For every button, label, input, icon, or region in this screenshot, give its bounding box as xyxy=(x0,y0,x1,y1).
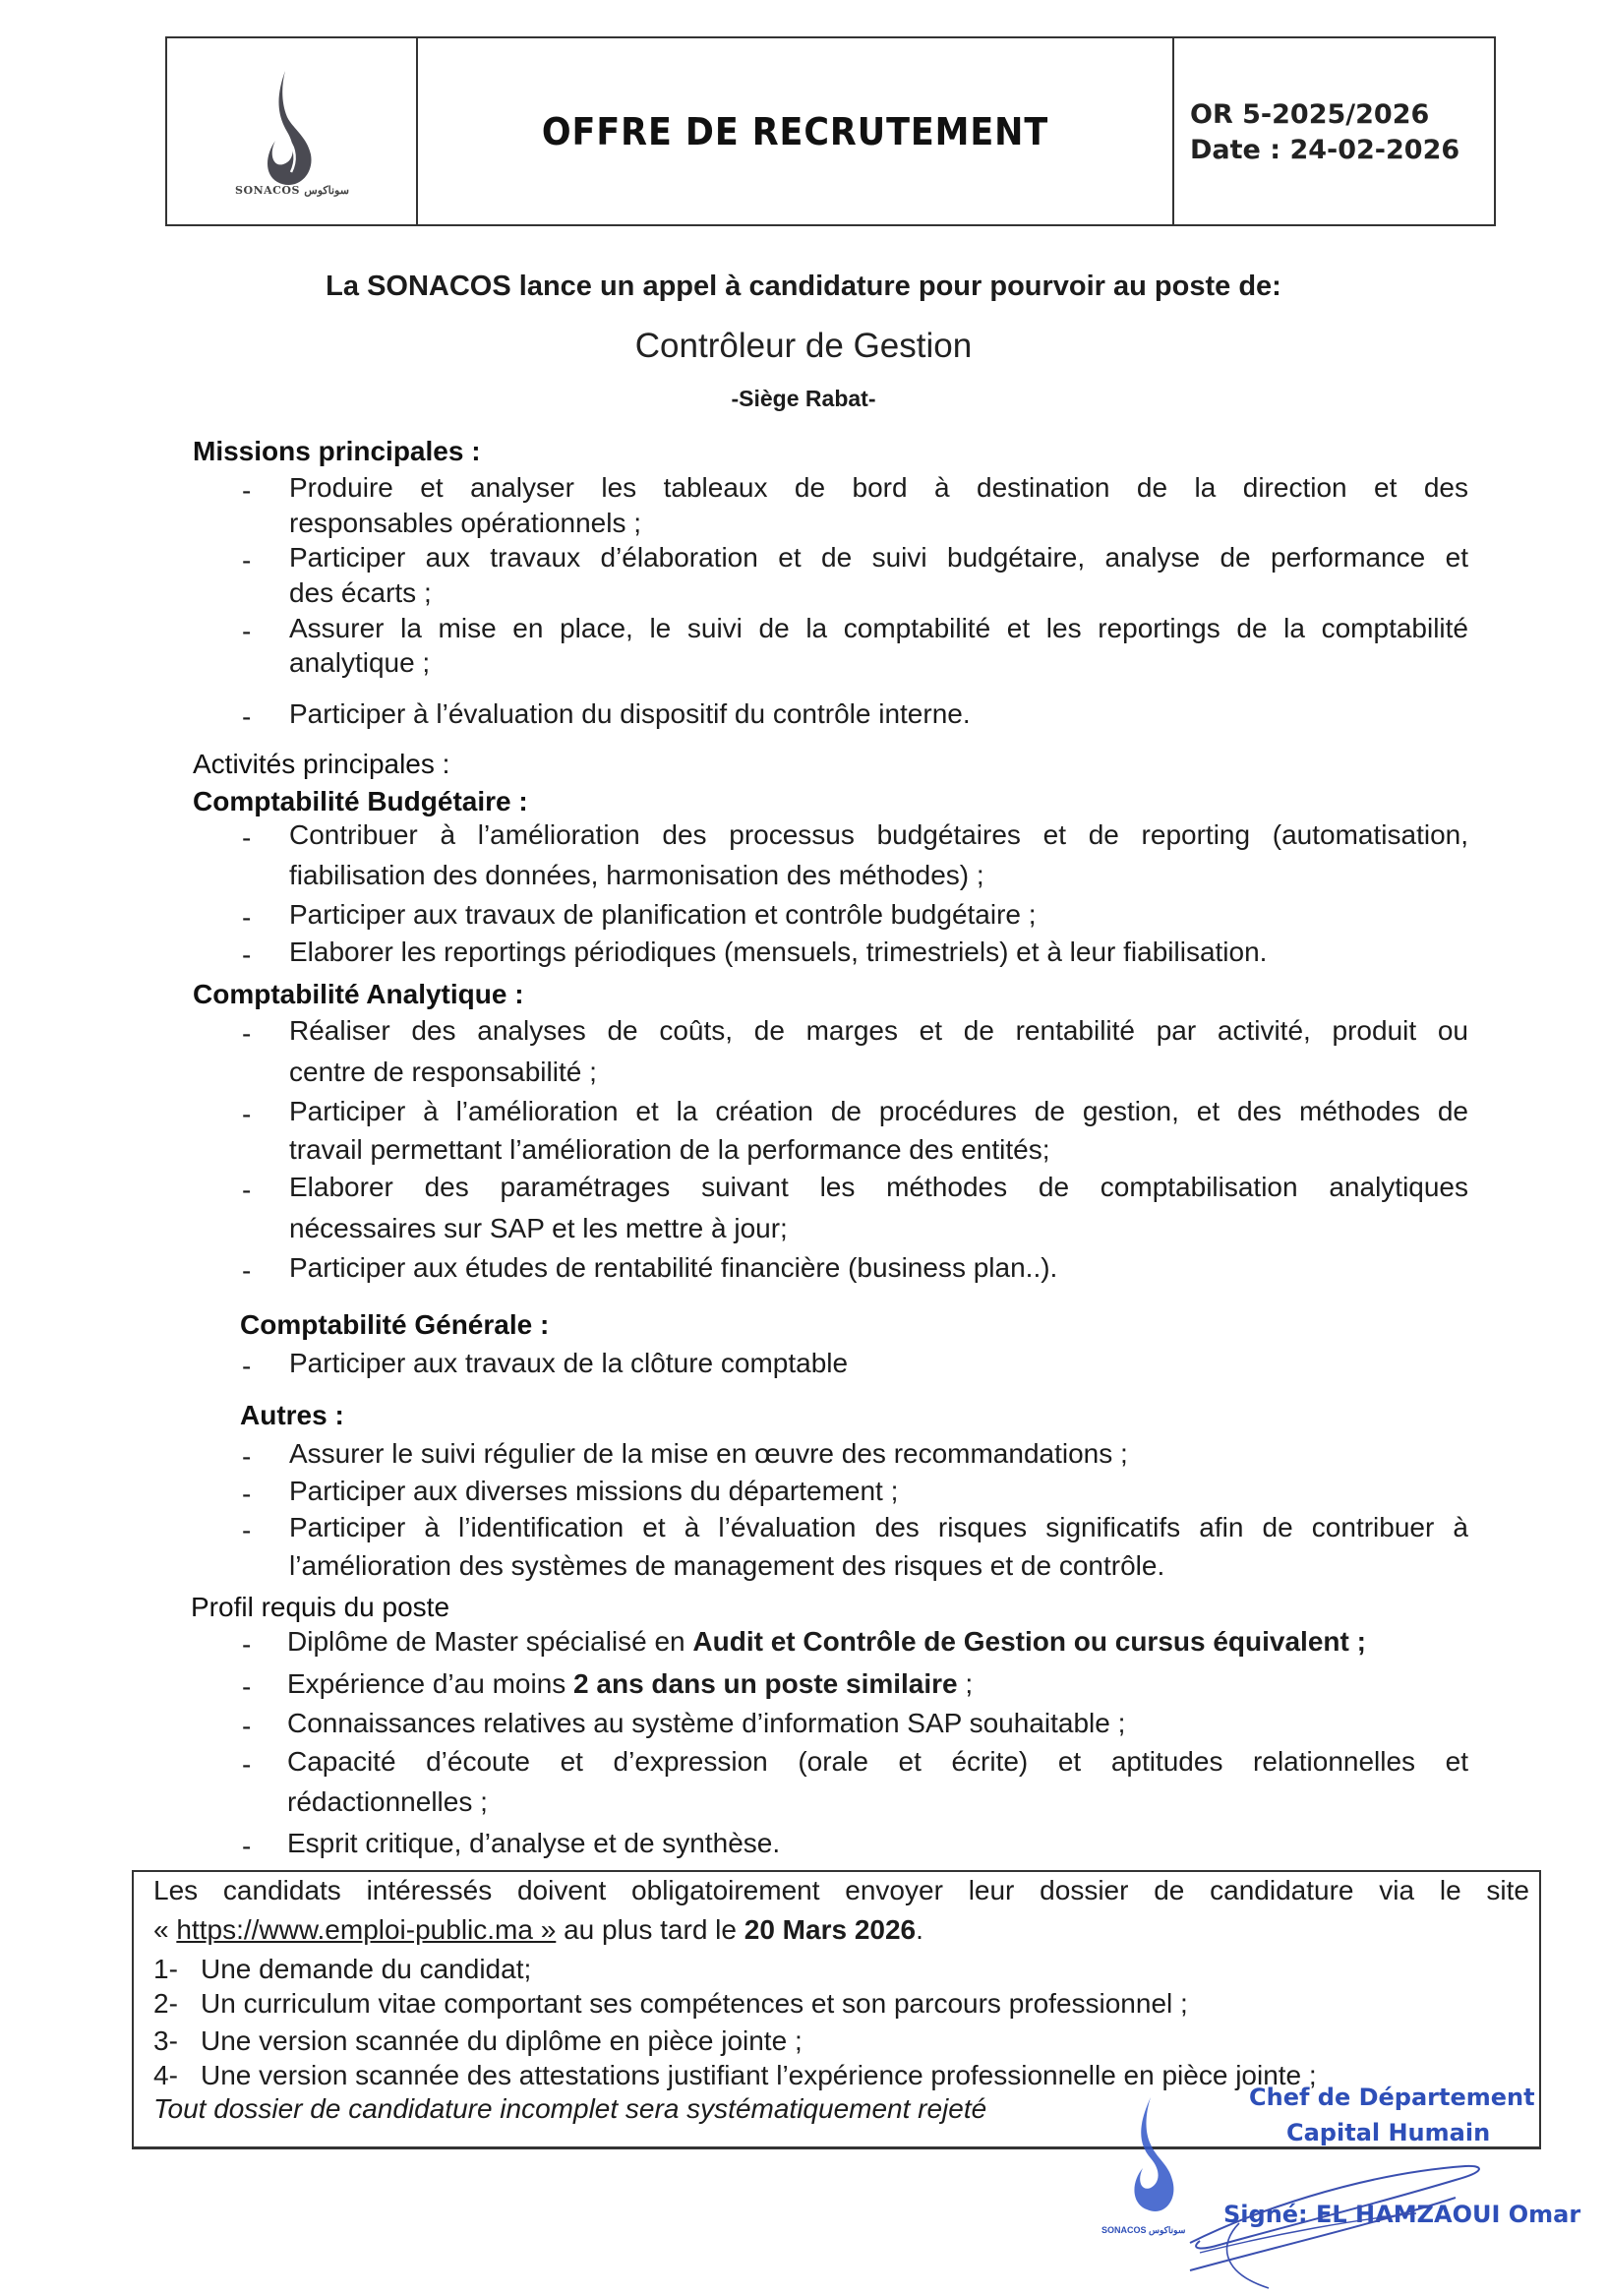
profil-item-diplome xyxy=(287,1625,1366,1659)
mission-item: Participer aux travaux d’élaboration et de suivi budgétaire, analyse de performance et xyxy=(289,542,1468,573)
header-box xyxy=(165,36,1496,226)
subheading-analytique: Comptabilité Analytique : xyxy=(193,979,524,1009)
profil-emphasis: 2 ans dans un poste similaire xyxy=(573,1668,958,1699)
bullet-dash: - xyxy=(242,939,252,970)
document-title: OFFRE DE RECRUTEMENT xyxy=(541,109,1049,153)
incomplete-warning: Tout dossier de candidature incomplet sera systématiquement rejeté xyxy=(153,2093,987,2124)
profil-item-experience xyxy=(287,1667,973,1701)
bullet-dash: - xyxy=(242,1255,252,1286)
generale-item: Participer aux travaux de la clôture comptable xyxy=(289,1348,849,1378)
analytique-item-cont: centre de responsabilité ; xyxy=(289,1057,597,1087)
bullet-dash: - xyxy=(242,1175,252,1205)
intro-line: La SONACOS lance un appel à candidature pour pourvoir au poste de: xyxy=(326,271,1281,302)
bullet-dash: - xyxy=(242,1351,252,1381)
analytique-item: Réaliser des analyses de coûts, de marges et de rentabilité par activité, produit ou xyxy=(289,1015,1468,1046)
handwritten-signature-icon xyxy=(1161,2154,1495,2292)
subheading-autres: Autres : xyxy=(240,1400,344,1430)
document-number: 2- xyxy=(153,1988,178,2019)
bullet-dash: - xyxy=(242,1441,252,1472)
profil-text: Expérience d’au moins xyxy=(287,1668,574,1699)
profil-item-capacite-cont: rédactionnelles ; xyxy=(287,1786,488,1817)
section-heading-missions: Missions principales : xyxy=(193,436,481,466)
subheading-budgetaire: Comptabilité Budgétaire : xyxy=(193,786,528,816)
budget-item: Contribuer à l’amélioration des processus budgétaires et de reporting (automatisation, xyxy=(289,819,1468,850)
header-divider xyxy=(416,38,418,224)
autres-item: Participer aux diverses missions du département ; xyxy=(289,1476,899,1506)
document-item: Une version scannée des attestations justifiant l’expérience professionnelle en pièce jointe ; xyxy=(201,2060,1317,2090)
mission-item: Produire et analyser les tableaux de bord à destination de la direction et des xyxy=(289,472,1468,503)
bullet-dash: - xyxy=(242,1515,252,1545)
deadline-date: 20 Mars 2026 xyxy=(744,1914,917,1945)
reference-block xyxy=(1190,97,1459,168)
profil-item-sap: Connaissances relatives au système d’information SAP souhaitable ; xyxy=(287,1708,1126,1738)
quote-open: « xyxy=(153,1914,177,1945)
document-number: 1- xyxy=(153,1954,178,1984)
bullet-dash: - xyxy=(242,1749,252,1780)
document-item: Un curriculum vitae comportant ses compétences et son parcours professionnel ; xyxy=(201,1988,1188,2019)
emploi-public-link[interactable]: https://www.emploi-public.ma » xyxy=(176,1914,557,1945)
section-heading-profil: Profil requis du poste xyxy=(191,1592,450,1622)
analytique-item-cont: nécessaires sur SAP et les mettre à jour; xyxy=(289,1213,788,1243)
analytique-item: Participer aux études de rentabilité financière (business plan..). xyxy=(289,1252,1058,1283)
job-location: -Siège Rabat- xyxy=(731,386,876,411)
mission-item-cont: analytique ; xyxy=(289,647,431,678)
document-number: 3- xyxy=(153,2025,178,2056)
autres-item: Assurer le suivi régulier de la mise en œuvre des recommandations ; xyxy=(289,1438,1128,1469)
bullet-dash: - xyxy=(242,1629,252,1660)
bullet-dash: - xyxy=(242,616,252,646)
analytique-item: Elaborer des paramétrages suivant les méthodes de comptabilisation analytiques xyxy=(289,1172,1468,1202)
budget-item-cont: fiabilisation des données, harmonisation des méthodes) ; xyxy=(289,860,984,890)
budget-item: Elaborer les reportings périodiques (mensuels, trimestriels) et à leur fiabilisation. xyxy=(289,937,1268,967)
profil-text: Diplôme de Master spécialisé en xyxy=(287,1626,693,1657)
bullet-dash: - xyxy=(242,1479,252,1509)
deadline-prefix: au plus tard le xyxy=(556,1914,744,1945)
document-item: Une version scannée du diplôme en pièce jointe ; xyxy=(201,2025,803,2056)
bullet-dash: - xyxy=(242,475,252,506)
bullet-dash: - xyxy=(242,1099,252,1129)
analytique-item: Participer à l’amélioration et la création de procédures de gestion, et des méthodes de xyxy=(289,1096,1468,1126)
profil-item-capacite: Capacité d’écoute et d’expression (orale et écrite) et aptitudes relationnelles et xyxy=(287,1746,1468,1777)
bullet-dash: - xyxy=(242,1671,252,1702)
candidature-instructions: Les candidats intéressés doivent obligatoirement envoyer leur dossier de candidature via le site xyxy=(153,1875,1529,1905)
section-heading-activites: Activités principales : xyxy=(193,749,450,779)
candidature-deadline-line xyxy=(153,1913,923,1947)
job-title: Contrôleur de Gestion xyxy=(634,327,973,365)
analytique-item-cont: travail permettant l’amélioration de la performance des entités; xyxy=(289,1134,1050,1165)
autres-item: Participer à l’identification et à l’évaluation des risques significatifs afin de contribuer à xyxy=(289,1512,1468,1542)
mission-item: Participer à l’évaluation du dispositif du contrôle interne. xyxy=(289,698,971,729)
logo-caption: SONACOS سوناكوس xyxy=(235,184,349,197)
deadline-suffix: . xyxy=(916,1914,923,1945)
autres-item-cont: l’amélioration des systèmes de management des risques et de contrôle. xyxy=(289,1550,1165,1581)
bullet-dash: - xyxy=(242,545,252,575)
profil-text: ; xyxy=(957,1668,974,1699)
mission-item: Assurer la mise en place, le suivi de la comptabilité et les reportings de la comptabilité xyxy=(289,613,1468,643)
bullet-dash: - xyxy=(242,1831,252,1861)
bullet-dash: - xyxy=(242,1711,252,1741)
bullet-dash: - xyxy=(242,701,252,732)
signatory-role-line2: Capital Humain xyxy=(1286,2119,1491,2146)
signatory-name: Signé: EL HAMZAOUI Omar xyxy=(1223,2201,1581,2228)
stamp-caption: SONACOS سوناكوس xyxy=(1101,2225,1186,2235)
offer-date: Date : 24-02-2026 xyxy=(1190,135,1460,165)
signatory-role-line1: Chef de Département xyxy=(1249,2084,1535,2111)
document-number: 4- xyxy=(153,2060,178,2090)
sonacos-logo xyxy=(167,38,416,224)
header-divider xyxy=(1172,38,1174,224)
reference-number: OR 5-2025/2026 xyxy=(1190,99,1430,130)
bullet-dash: - xyxy=(242,822,252,853)
bullet-dash: - xyxy=(242,1018,252,1049)
document-item: Une demande du candidat; xyxy=(201,1954,532,1984)
profil-emphasis: Audit et Contrôle de Gestion ou cursus équivalent ; xyxy=(692,1626,1366,1657)
mission-item-cont: des écarts ; xyxy=(289,577,432,608)
mission-item-cont: responsables opérationnels ; xyxy=(289,508,642,538)
profil-item-esprit: Esprit critique, d’analyse et de synthèse. xyxy=(287,1828,781,1858)
subheading-generale: Comptabilité Générale : xyxy=(240,1309,550,1340)
bullet-dash: - xyxy=(242,902,252,933)
budget-item: Participer aux travaux de planification et contrôle budgétaire ; xyxy=(289,899,1037,930)
